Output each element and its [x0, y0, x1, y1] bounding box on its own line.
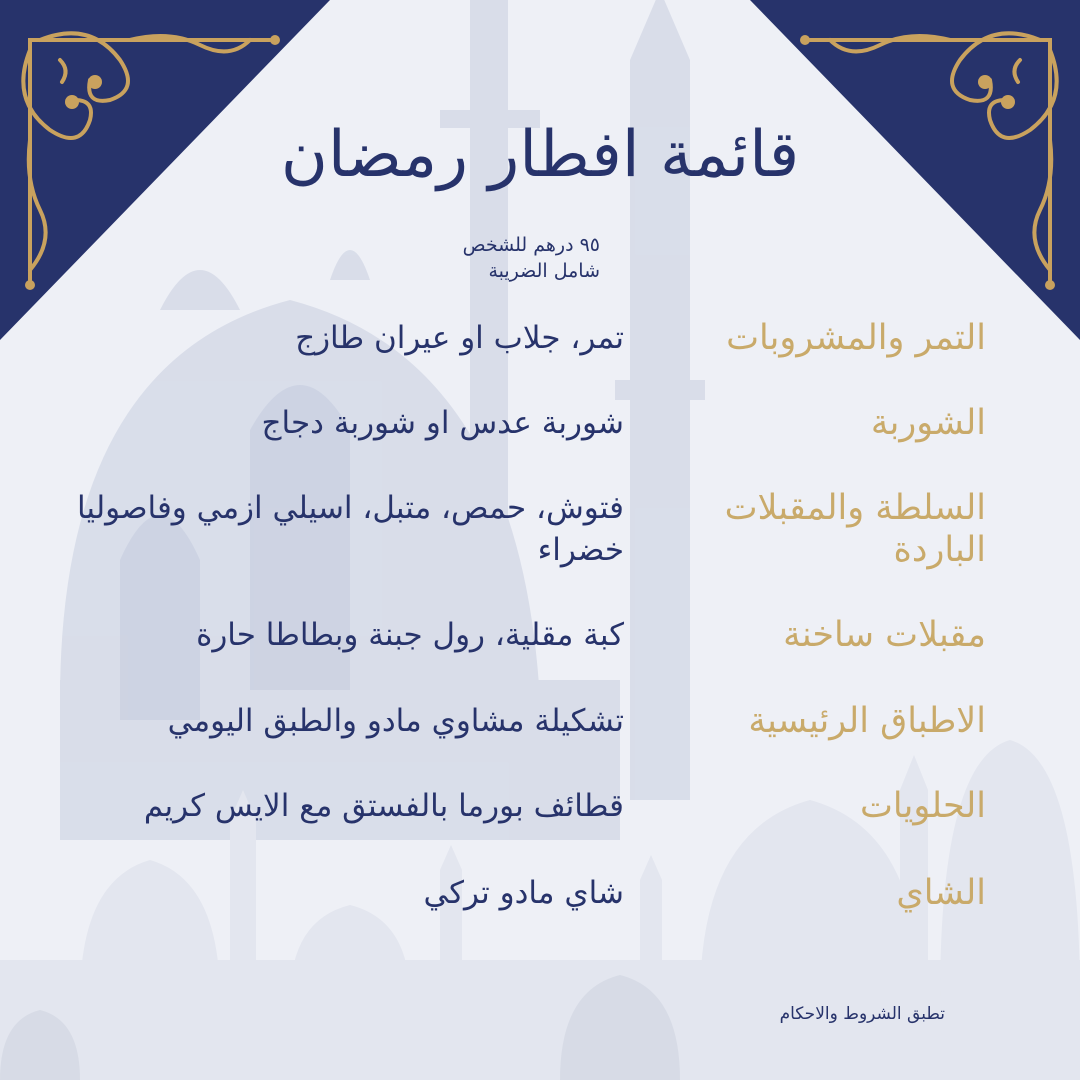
menu-items: تمر، جلاب او عيران طازج — [295, 320, 624, 356]
menu-category: السلطة والمقبلات الباردة — [724, 488, 986, 570]
menu-category: الاطباق الرئيسية — [748, 701, 986, 741]
menu-row-main-dishes — [0, 700, 1080, 790]
menu-category: الشوربة — [870, 403, 986, 443]
menu-category: الشاي — [896, 873, 986, 913]
menu-row-hot-appetizers — [0, 614, 1080, 704]
menu-row-dates-drinks — [0, 317, 1080, 407]
menu-items: كبة مقلية، رول جبنة وبطاطا حارة — [196, 617, 624, 653]
menu-items: فتوش، حمص، متبل، اسيلي ازمي وفاصوليا خضراء — [76, 490, 624, 568]
menu-items: تشكيلة مشاوي مادو والطبق اليومي — [167, 703, 624, 739]
price-block — [463, 232, 600, 284]
terms-note: تطبق الشروط والاحكام — [779, 1004, 945, 1024]
menu-items: شاي مادو تركي — [423, 875, 624, 911]
menu-category: التمر والمشروبات — [726, 318, 986, 358]
price-per-person: ٩٥ درهم للشخص — [462, 234, 600, 256]
menu-row-soup — [0, 402, 1080, 492]
menu-items: قطائف بورما بالفستق مع الايس كريم — [143, 788, 624, 824]
menu-title: قائمة افطار رمضان — [280, 118, 800, 192]
menu-category: مقبلات ساخنة — [783, 615, 986, 655]
tax-note: شامل الضريبة — [488, 260, 600, 282]
menu-row-desserts — [0, 785, 1080, 875]
menu-row-salads-cold-appetizers — [0, 487, 1080, 577]
menu-items: شوربة عدس او شوربة دجاج — [261, 405, 624, 441]
menu-category: الحلويات — [859, 786, 986, 826]
menu-row-tea — [0, 872, 1080, 962]
